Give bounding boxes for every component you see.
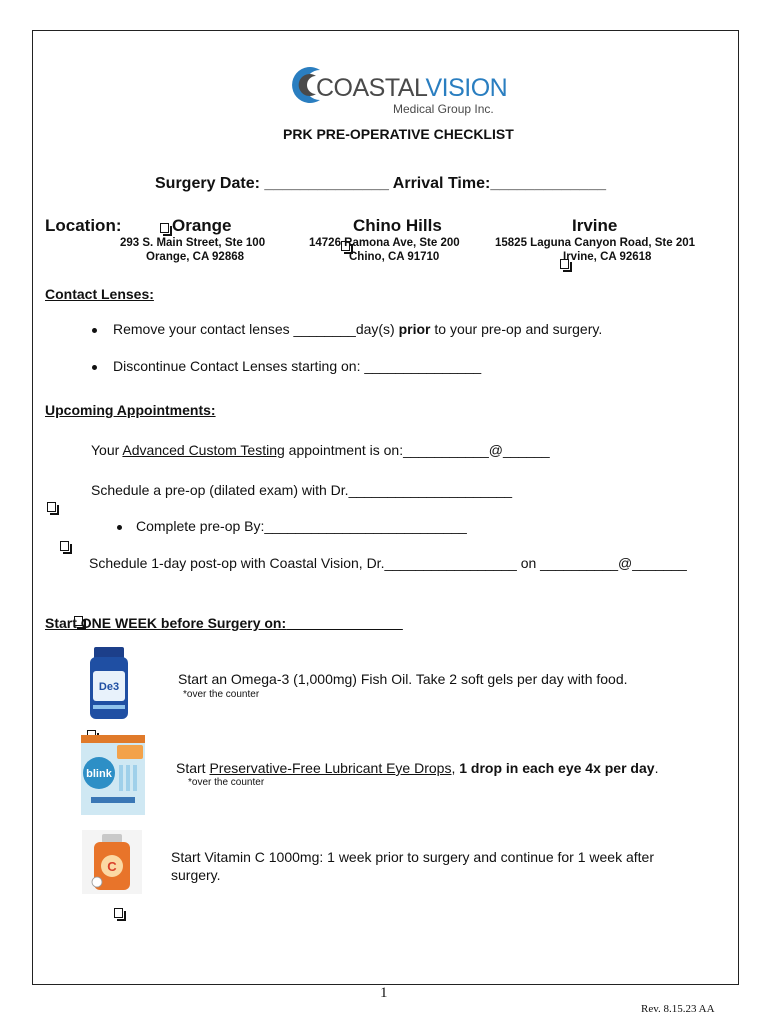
- postop-schedule-item: Schedule 1-day post-op with Coastal Vision, Dr._________________ on __________@_______: [89, 555, 687, 571]
- checkbox-icon[interactable]: [160, 223, 169, 233]
- location-address2: Irvine, CA 92618: [563, 251, 652, 263]
- advanced-custom-testing-link[interactable]: Advanced Custom Testing: [122, 442, 285, 458]
- location-address1: 293 S. Main Street, Ste 100: [120, 237, 266, 249]
- vitamin-c-label: C: [107, 859, 117, 874]
- location-label: Location:: [45, 216, 122, 235]
- bullet-icon: [92, 328, 97, 333]
- checkbox-icon[interactable]: [47, 502, 56, 512]
- page-title: PRK PRE-OPERATIVE CHECKLIST: [283, 126, 514, 142]
- location-name: Chino Hills: [353, 216, 442, 235]
- logo-subtitle: Medical Group Inc.: [393, 102, 494, 116]
- location-name: Irvine: [572, 216, 618, 235]
- custom-testing-appointment: Your Advanced Custom Testing appointment is on:___________@______: [91, 442, 550, 458]
- omega3-note: *over the counter: [183, 689, 260, 700]
- omega3-label: De3: [98, 681, 120, 693]
- eye-drops-instruction: Start Preservative-Free Lubricant Eye Drops, 1 drop in each eye 4x per day.: [176, 760, 659, 776]
- complete-preop-item: Complete pre-op By:__________________________: [136, 518, 467, 534]
- preop-schedule-item: Schedule a pre-op (dilated exam) with Dr._____________________: [91, 482, 513, 498]
- location-address1: 14726 Ramona Ave, Ste 200: [309, 237, 460, 249]
- omega3-bottle-image: [84, 645, 134, 723]
- revision-label: Rev. 8.15.23 AA: [641, 1003, 715, 1015]
- contact-lens-remove-item: Remove your contact lenses ________day(s) prior to your pre-op and surgery.: [113, 321, 603, 337]
- one-week-heading: Start ONE WEEK before Surgery on:: [45, 615, 287, 631]
- appointments-heading: Upcoming Appointments:: [45, 402, 216, 418]
- contact-lens-discontinue-item: Discontinue Contact Lenses starting on: _______________: [113, 358, 482, 374]
- bullet-icon: [117, 525, 122, 530]
- logo-name-coastal: COASTAL: [316, 74, 426, 102]
- logo-name-vision: VISION: [425, 74, 508, 102]
- location-address2: Orange, CA 92868: [146, 251, 245, 263]
- omega3-instruction: Start an Omega-3 (1,000mg) Fish Oil. Take 2 soft gels per day with food.: [178, 671, 628, 687]
- page-number: 1: [380, 985, 388, 1001]
- location-address1: 15825 Laguna Canyon Road, Ste 201: [495, 237, 696, 249]
- bullet-icon: [92, 365, 97, 370]
- eye-drops-box-image: [81, 735, 145, 815]
- vitamin-c-instruction-line2: surgery.: [171, 867, 221, 883]
- location-address2: Chino, CA 91710: [349, 251, 440, 263]
- checkbox-icon[interactable]: [60, 541, 69, 551]
- vitamin-c-instruction-line1: Start Vitamin C 1000mg: 1 week prior to surgery and continue for 1 week after: [171, 849, 654, 865]
- eye-drops-label: blink: [86, 768, 112, 780]
- location-name: Orange: [172, 216, 232, 235]
- contact-lenses-heading: Contact Lenses:: [45, 286, 154, 302]
- checkbox-icon[interactable]: [114, 908, 123, 918]
- vitamin-c-bottle-image: [82, 830, 142, 894]
- schedule-line: Surgery Date: ______________ Arrival Time:_____________: [155, 175, 606, 192]
- eye-drops-note: *over the counter: [188, 777, 265, 788]
